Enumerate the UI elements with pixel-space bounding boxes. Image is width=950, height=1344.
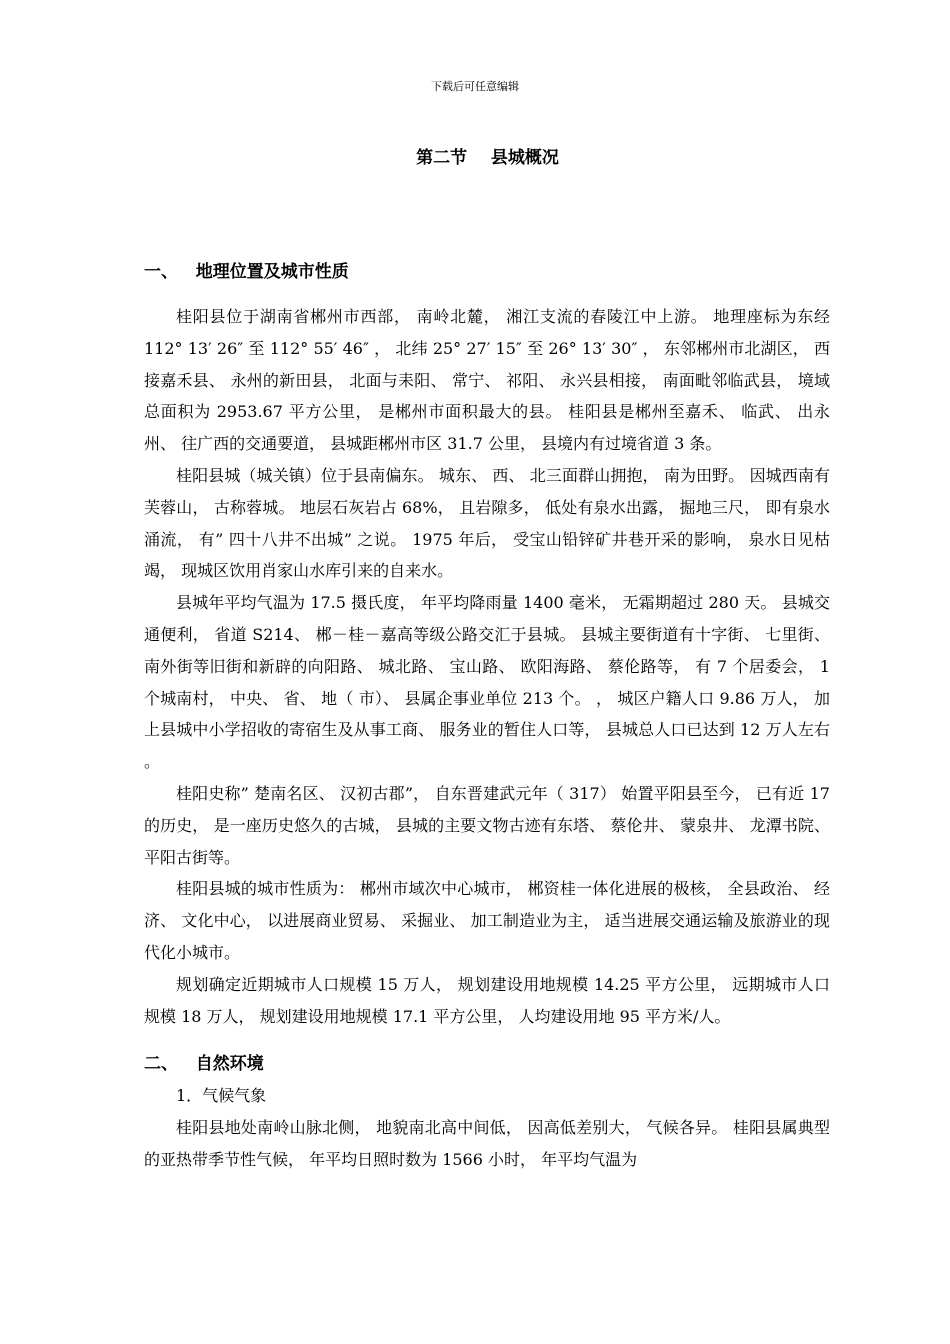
paragraph-history: 桂阳史称” 楚南名区、 汉初古郡”， 自东晋建武元年（ 317） 始置平阳县至今， 已有近 17 的历史， 是一座历史悠久的古城， 县城的主要文物古迹有东塔、 蔡伦井、 蒙泉井、 龙潭书院、 平阳古街等。 — [144, 783, 830, 867]
header-note: 下载后可任意编辑 — [431, 80, 519, 93]
subheading-climate: 1．气候气象 — [176, 1086, 267, 1106]
paragraph-planning-scale: 规划确定近期城市人口规模 15 万人， 规划建设用地规模 14.25 平方公里， 远期城市人口规模 18 万人， 规划建设用地规模 17.1 平方公里， 人均建设用地 95 平方米/人。 — [144, 974, 830, 1026]
section-title: 第二节 县城概况 — [416, 148, 559, 168]
section-heading-environment: 二、 自然环境 — [144, 1054, 264, 1075]
paragraph-city-nature: 桂阳县城的城市性质为： 郴州市域次中心城市， 郴资桂一体化进展的极核， 全县政治、 经济、 文化中心， 以进展商业贸易、 采掘业、 加工制造业为主， 适当进展交通运输及旅游业的现代化小城市。 — [144, 879, 830, 962]
paragraph-county-town: 桂阳县城（城关镇）位于县南偏东。 城东、 西、 北三面群山拥抱， 南为田野。 因城西南有芙蓉山， 古称蓉城。 地层石灰岩占 68%， 且岩隙多， 低处有泉水出露， 掘地三尺， 即有泉水涌流， 有” 四十八井不出城” 之说。 1975 年后， 受宝山铅锌矿井巷开采的影响， 泉水日见枯竭， 现城区饮用肖家山水库引来的自来水。 — [144, 465, 830, 581]
section-heading-geography: 一、 地理位置及城市性质 — [144, 262, 349, 282]
paragraph-location: 桂阳县位于湖南省郴州市西部， 南岭北麓， 湘江支流的春陵江中上游。 地理座标为东经 112° 13′ 26″ 至 112° 55′ 46″ ， 北纬 25° 27′ 15″ 至 26° 13′ 30″ ， 东邻郴州市北湖区， 西接嘉禾县、 永州的新田县， 北面与耒阳、 常宁、 祁阳、 永兴县相接， 南面毗邻临武县， 境域总面积为 2953.67 平方公里， 是郴州市面积最大的县。 桂阳县是郴州至嘉禾、 临武、 出永州、 往广西的交通要道， 县城距郴州市区 31.7 公里， 县境内有过境省道 3 条。 — [144, 307, 830, 454]
document-body — [144, 256, 830, 1176]
paragraph-climate-description: 桂阳县地处南岭山脉北侧， 地貌南北高中间低， 因高低差别大， 气候各异。 桂阳县属典型的亚热带季节性气候， 年平均日照时数为 1566 小时， 年平均气温为 — [144, 1118, 830, 1169]
paragraph-climate-transport: 县城年平均气温为 17.5 摄氏度， 年平均降雨量 1400 毫米， 无霜期超过 280 天。 县城交通便利， 省道 S214、 郴－桂－嘉高等级公路交汇于县城。 县城主要街道有十字街、 七里街、 南外街等旧街和新辟的向阳路、 城北路、 宝山路、 欧阳海路、 蔡伦路等， 有 7 个居委会， 1 个城南村， 中央、 省、 地（ 市）、 县属企事业单位 213 个。 ， 城区户籍人口 9.86 万人， 加上县城中小学招收的寄宿生及从事工商、 服务业的暂住人口等， 县城总人口已达到 12 万人左右 。 — [144, 593, 830, 772]
